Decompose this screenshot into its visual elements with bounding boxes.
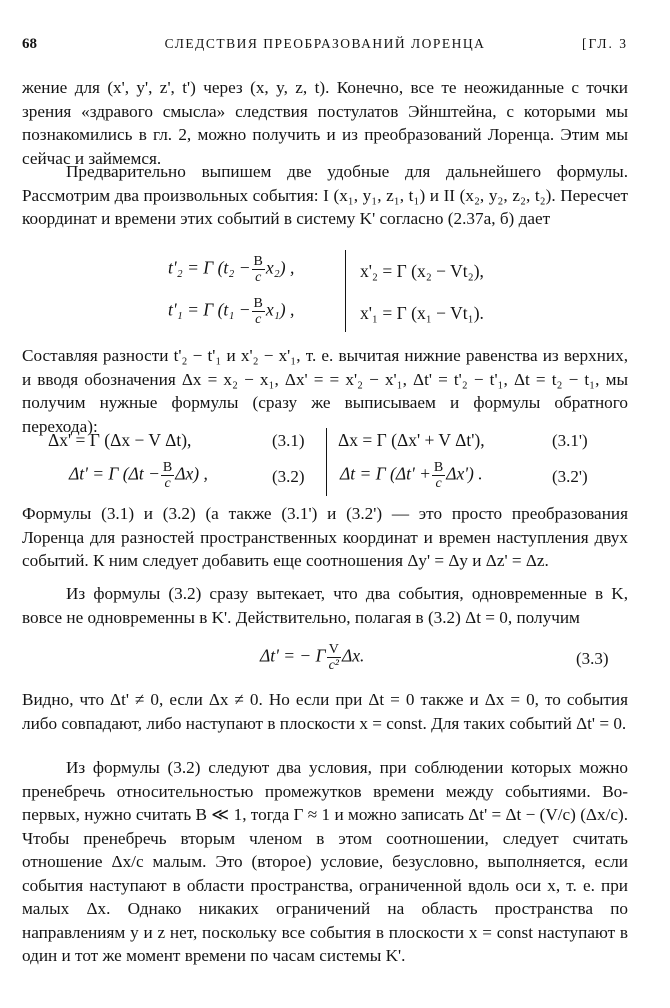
equation-t2-prime: t'₂ = Γ (t₂ − $\frac{B}{c}$ x₂) ,	[168, 254, 295, 285]
equation-number-3-3: (3.3)	[576, 649, 609, 668]
running-title: СЛЕДСТВИЯ ПРЕОБРАЗОВАНИЙ ЛОРЕНЦА	[164, 36, 486, 51]
equation-number-3-2-prime: (3.2')	[552, 467, 588, 486]
equation-number-3-1: (3.1)	[272, 431, 305, 450]
equation-divider-2	[326, 428, 327, 496]
paragraph-two-events: Предварительно выпишем две удобные для дальнейшего формулы. Рассмотрим два произвольных события: I (x₁, y₁, z₁, t₁) и II (x₂, y₂, z₂, t₂). Пересчет координат и времени этих событий в систему K' согласно (2.37а, б) дает	[22, 162, 628, 228]
equation-x2-prime: x'₂ = Γ (x₂ − Vt₂),	[360, 261, 484, 281]
paragraph-continuation: жение для (x', y', z', t') через (x, y, z, t). Конечно, все те неожиданные с точки зрения «здравого смысла» следствия постулатов Эйнштейна, с которыми мы познакомились в гл. 2, можно получить и из преобразований Лоренца. Этим мы сейчас и займемся.	[22, 78, 628, 168]
equation-3-1-prime: Δx = Γ (Δx' + V Δt'),	[338, 430, 485, 450]
equation-3-2: Δt' = Γ (Δt − $\frac{B}{c}$ Δx) ,	[69, 460, 208, 491]
equation-3-1: Δx' = Γ (Δx − V Δt),	[48, 430, 192, 450]
equation-t1-prime: t'₁ = Γ (t₁ − $\frac{B}{c}$ x₁) ,	[168, 296, 295, 327]
book-page	[22, 0, 628, 1008]
equation-number-3-2: (3.2)	[272, 467, 305, 486]
equation-divider	[345, 250, 346, 332]
paragraph-simultaneity: Из формулы (3.2) сразу вытекает, что два события, одновременные в K, вовсе не одновременны в K'. Действительно, полагая в (3.2) Δt = 0, получим	[22, 584, 628, 627]
paragraph-differences: Составляя разности t'₂ − t'₁ и x'₂ − x'₁, т. е. вычитая нижние равенства из верхних, и вводя обозначения Δx = x₂ − x₁, Δx' = = x'₂ − x'₁, Δt' = t'₂ − t'₁, Δt = t₂ − t₁, мы получим нужные формулы (сразу же выписываем и формулы обратного перехода):	[22, 346, 628, 436]
chapter-label: [ГЛ. 3	[582, 36, 628, 51]
paragraph-lorentz-differences: Формулы (3.1) и (3.2) (а также (3.1') и (3.2') — это просто преобразования Лоренца для разностей пространственных координат и времен наступления двух событий. К ним следует добавить еще соотношения Δy' = Δy и Δz' = Δz.	[22, 504, 628, 570]
equation-3-3: Δt' = − Γ $\frac{V}{\text{c²}}$ Δx.	[260, 642, 365, 673]
paragraph-conditions: Из формулы (3.2) следуют два условия, при соблюдении которых можно пренебречь относительностью промежутков времени между событиями. Во-первых, нужно считать B ≪ 1, тогда Γ ≈ 1 и можно записать Δt' = Δt − (V/c) (Δx/c). Чтобы пренебречь вторым членом в этом соотношении, следует считать отношение Δx/c малым. Это (второе) условие, безусловно, выполняется, если события наступают в области пространства, ограниченной вдоль оси x, т. е. при малых Δx. Однако никаких ограничений на область пространства по направлениям y и z нет, поскольку все события в плоскости x = const наступают в один и тот же момент времени по часам системы K'.	[22, 758, 628, 965]
page-header	[22, 36, 628, 56]
paragraph-nonzero: Видно, что Δt' ≠ 0, если Δx ≠ 0. Но если при Δt = 0 также и Δx = 0, то события либо совпадают, либо наступают в плоскости x = const. Для таких событий Δt' = 0.	[22, 690, 628, 733]
equation-3-2-prime: Δt = Γ (Δt' + $\frac{B}{c}$ Δx') .	[340, 460, 483, 491]
page-number: 68	[22, 36, 37, 52]
equation-x1-prime: x'₁ = Γ (x₁ − Vt₁).	[360, 303, 484, 323]
equation-number-3-1-prime: (3.1')	[552, 431, 588, 450]
